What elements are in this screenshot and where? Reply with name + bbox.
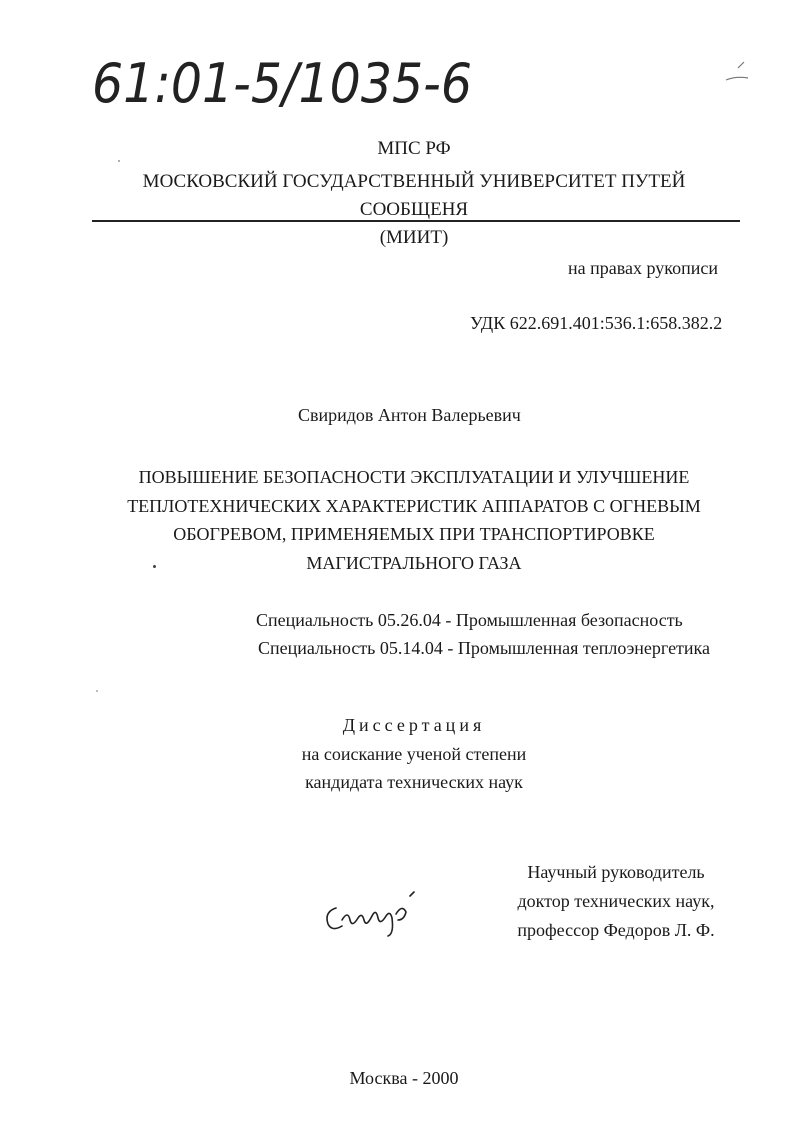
specialty-line: Специальность 05.26.04 - Промышленная безопасность — [256, 610, 683, 630]
catalog-code-text: 61:01-5/1035-6 — [92, 52, 472, 114]
university-name — [88, 168, 740, 252]
manuscript-rights-note: на правах рукописи — [568, 258, 718, 278]
title-line: ПОВЫШЕНИЕ БЕЗОПАСНОСТИ ЭКСПЛУАТАЦИИ И УЛУЧШЕНИЕ — [138, 467, 690, 487]
degree-name-line: кандидата технических наук — [305, 772, 523, 792]
scan-speck — [96, 690, 98, 692]
dissertation-heading: Диссертация — [342, 715, 486, 735]
degree-purpose-line: на соискание ученой степени — [301, 744, 527, 764]
supervisor-role: Научный руководитель — [527, 862, 705, 882]
university-line-2: (МИИТ) — [379, 227, 449, 248]
supervisor-degree: доктор технических наук, — [517, 891, 715, 911]
supervisor-block — [498, 858, 734, 945]
pencil-mark — [718, 58, 758, 88]
udk-code: УДК 622.691.401:536.1:658.382.2 — [470, 313, 723, 333]
university-line-1: МОСКОВСКИЙ ГОСУДАРСТВЕННЫЙ УНИВЕРСИТЕТ ПУТЕЙ СООБЩЕНЯ — [142, 171, 686, 220]
title-line: МАГИСТРАЛЬНОГО ГАЗА — [306, 552, 522, 573]
author-name: Свиридов Антон Валерьевич — [298, 405, 521, 425]
title-line: ОБОГРЕВОМ, ПРИМЕНЯЕМЫХ ПРИ ТРАНСПОРТИРОВКЕ — [173, 524, 655, 544]
city-year: Москва - 2000 — [349, 1068, 459, 1088]
header-divider — [92, 220, 740, 222]
supervisor-name: профессор Федоров Л. Ф. — [517, 920, 715, 940]
title-line: ТЕПЛОТЕХНИЧЕСКИХ ХАРАКТЕРИСТИК АППАРАТОВ С ОГНЕВЫМ — [127, 495, 701, 516]
scan-speck — [118, 160, 120, 162]
handwritten-catalog-code — [90, 52, 480, 114]
scan-speck — [153, 565, 156, 568]
ministry-name: МПС РФ — [377, 138, 451, 159]
author-signature — [320, 890, 430, 940]
specialty-line: Специальность 05.14.04 - Промышленная теплоэнергетика — [258, 638, 711, 658]
dissertation-title — [100, 463, 728, 577]
